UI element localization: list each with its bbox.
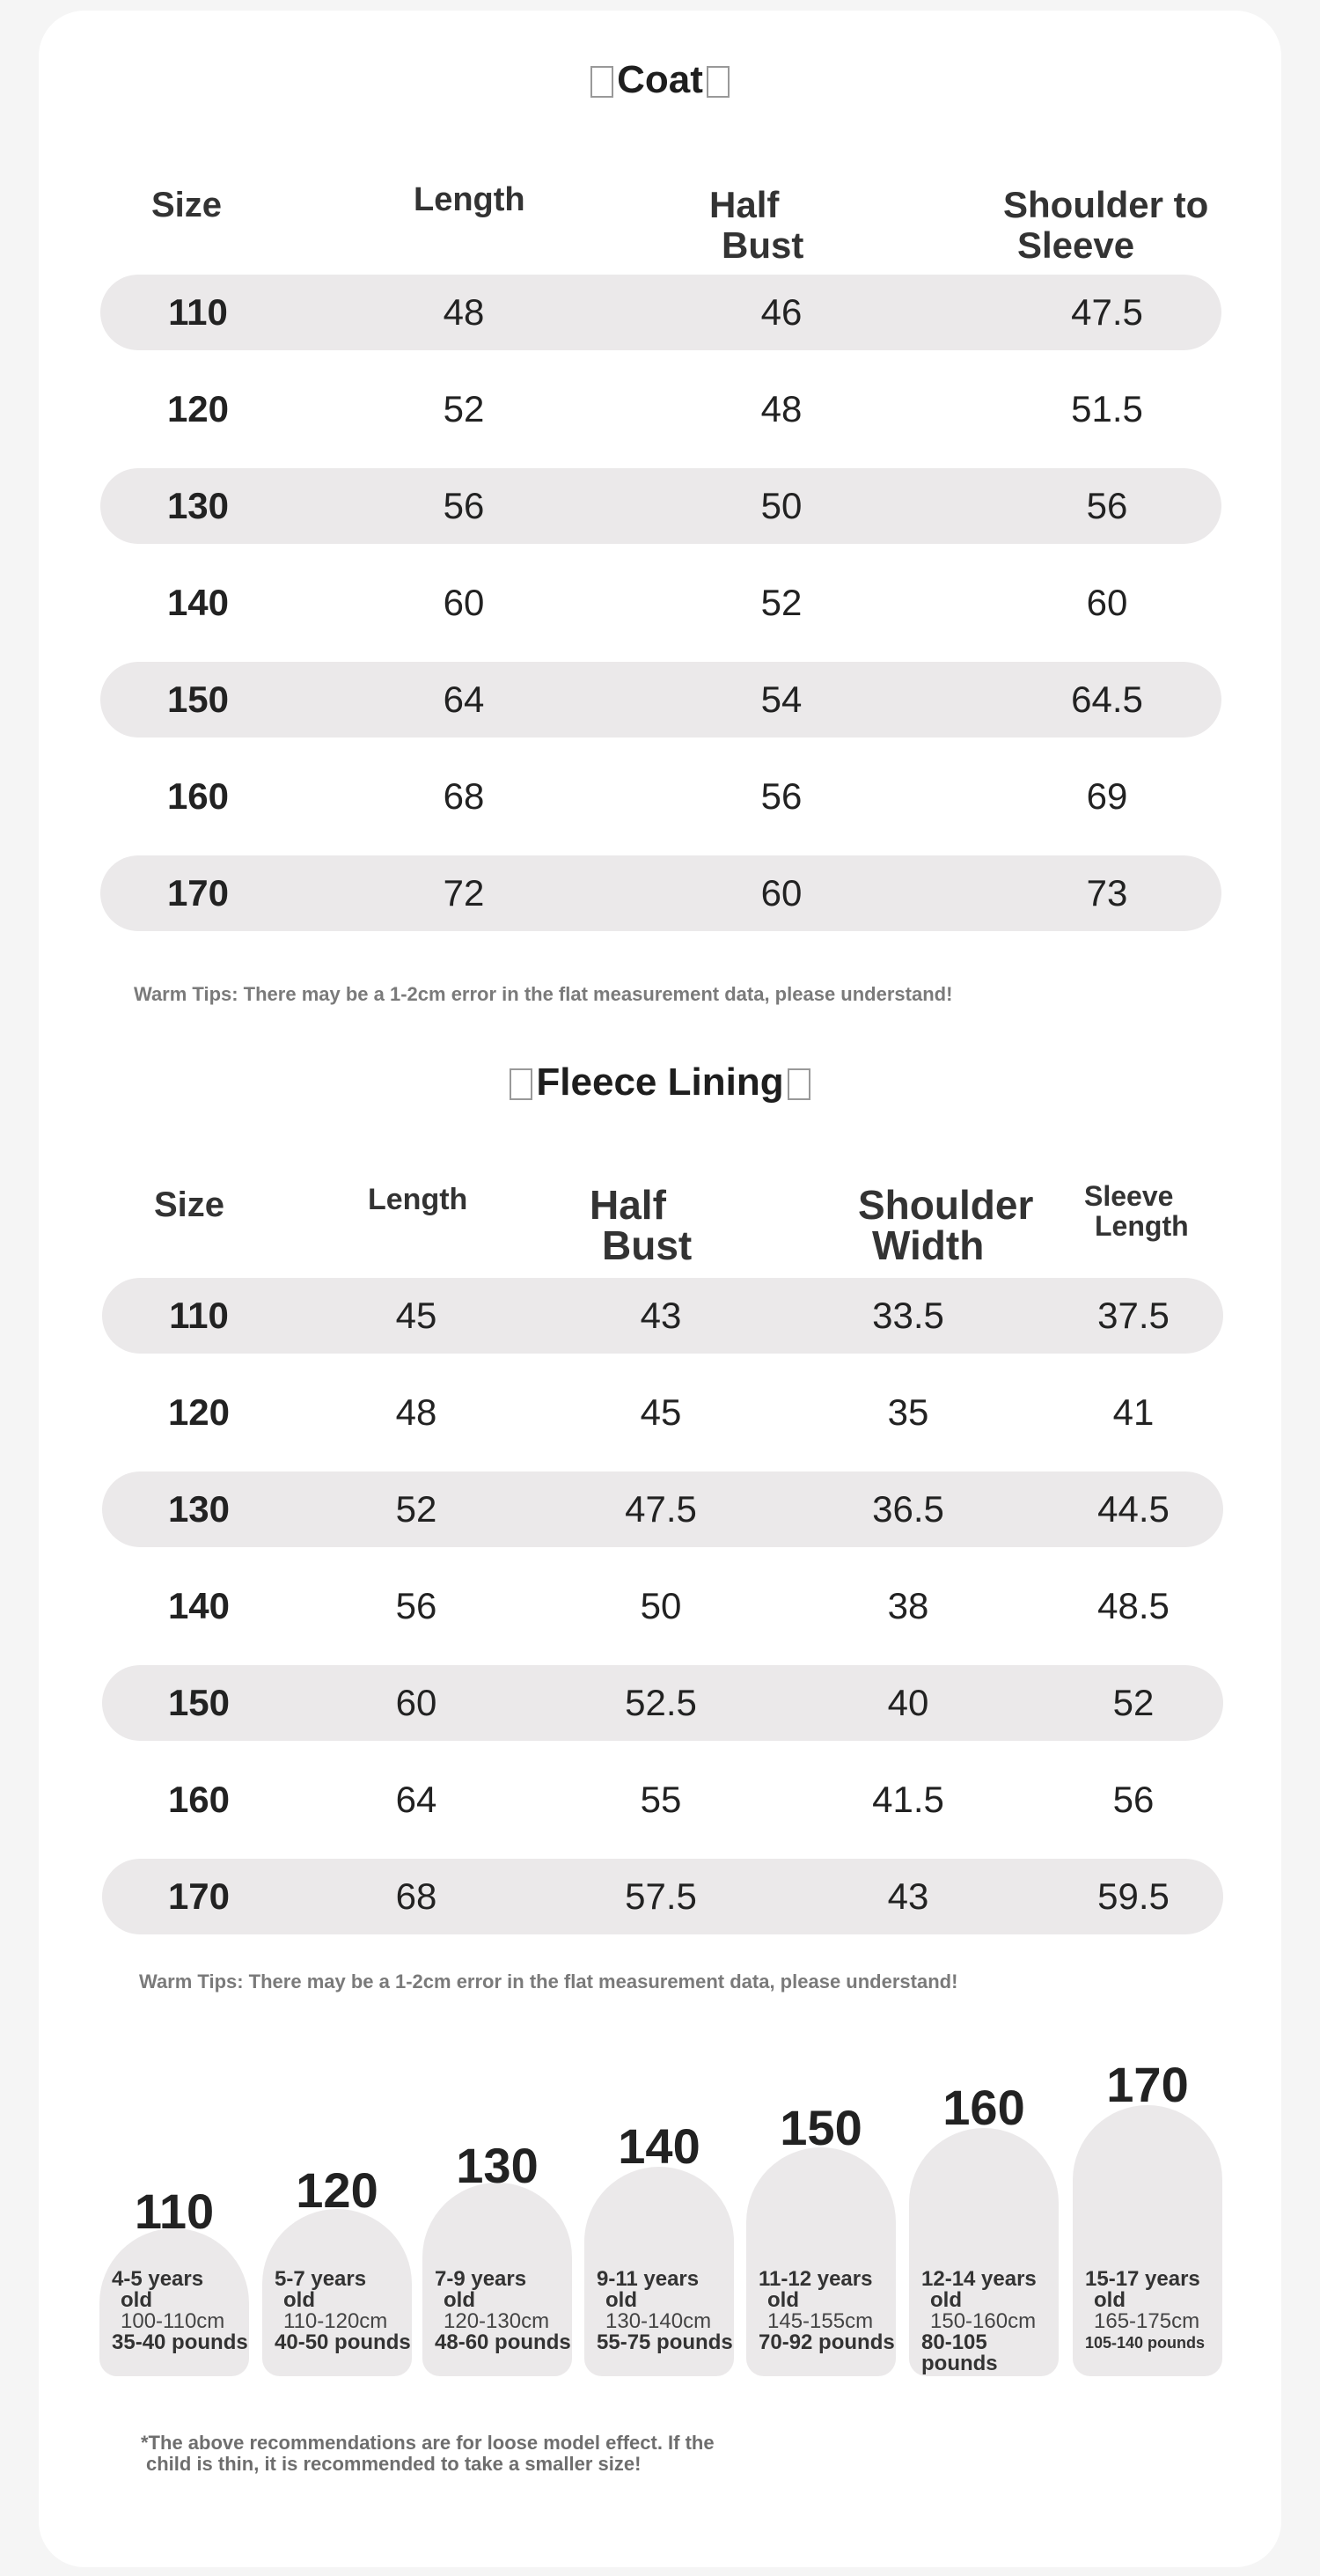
coat-cell-size: 120 (166, 388, 230, 429)
coat-cell-half_bust: 60 (760, 872, 803, 914)
weight-range: 48-60 pounds (435, 2330, 571, 2354)
fleece-cell-length: 68 (395, 1875, 437, 1917)
fleece-cell-length: 64 (395, 1779, 437, 1820)
fleece-cell-shoulder: 38 (887, 1585, 929, 1626)
fleece-cell-shoulder: 41.5 (872, 1779, 944, 1820)
weight-range: 80-105 pounds (921, 2330, 998, 2375)
coat-cell-size: 170 (166, 872, 230, 914)
fleece-header-shoulder-width: Shoulder Width (858, 1182, 1034, 1268)
weight-range: 105-140 pounds (1085, 2334, 1206, 2352)
coat-cell-half_bust: 54 (760, 679, 803, 720)
coat-warm-tips: Warm Tips: There may be a 1-2cm error in the flat measurement data, please understand! (134, 983, 953, 1005)
coat-cell-shoulder_sleeve: 73 (1086, 872, 1128, 914)
age-range-suffix: old (930, 2288, 962, 2312)
age-info (1085, 2269, 1226, 2353)
fleece-cell-shoulder: 36.5 (872, 1488, 944, 1530)
age-range-suffix: old (767, 2288, 799, 2312)
coat-header-length: Length (414, 181, 525, 218)
fleece-cell-size: 110 (169, 1295, 229, 1336)
weight-range: 70-92 pounds (759, 2330, 895, 2354)
age-range: 12-14 years (921, 2267, 1037, 2291)
coat-cell-half_bust: 46 (760, 291, 803, 333)
coat-cell-shoulder_sleeve: 60 (1086, 582, 1128, 623)
height-range: 145-155cm (767, 2309, 874, 2333)
fleece-cell-shoulder: 43 (887, 1875, 929, 1917)
coat-cell-shoulder_sleeve: 69 (1086, 775, 1128, 817)
fleece-cell-half_bust: 50 (640, 1585, 682, 1626)
coat-title: Coat (0, 58, 1320, 102)
coat-cell-shoulder_sleeve: 51.5 (1071, 388, 1143, 429)
age-info (275, 2269, 415, 2353)
coat-cell-half_bust: 52 (760, 582, 803, 623)
fleece-warm-tips: Warm Tips: There may be a 1-2cm error in the flat measurement data, please understand! (139, 1971, 958, 1993)
height-range: 110-120cm (283, 2309, 388, 2333)
fleece-cell-sleeve: 56 (1112, 1779, 1155, 1820)
fleece-cell-length: 48 (395, 1391, 437, 1433)
coat-cell-half_bust: 50 (760, 485, 803, 526)
fleece-cell-sleeve: 48.5 (1097, 1585, 1170, 1626)
fleece-cell-sleeve: 44.5 (1097, 1488, 1170, 1530)
bracket-glyph-icon (788, 1068, 810, 1100)
fleece-cell-size: 120 (167, 1391, 231, 1433)
fleece-cell-half_bust: 43 (640, 1295, 682, 1336)
fleece-cell-half_bust: 45 (640, 1391, 682, 1433)
age-size-number: 130 (456, 2138, 539, 2193)
fleece-title: Fleece Lining (0, 1060, 1320, 1105)
age-range-suffix: old (121, 2288, 152, 2312)
fleece-cell-sleeve: 37.5 (1097, 1295, 1170, 1336)
age-size-number: 140 (618, 2118, 700, 2174)
coat-cell-size: 110 (168, 291, 228, 333)
coat-header-half-bust: Half Bust (709, 184, 804, 266)
fleece-cell-length: 56 (395, 1585, 437, 1626)
age-size-number: 110 (134, 2183, 215, 2239)
age-size-number: 170 (1106, 2057, 1189, 2112)
coat-cell-length: 72 (443, 872, 485, 914)
fleece-header-sleeve-length: Sleeve Length (1084, 1180, 1189, 1242)
fleece-cell-size: 130 (167, 1488, 231, 1530)
age-info (759, 2269, 899, 2353)
fleece-header-size: Size (154, 1185, 225, 1224)
coat-cell-size: 130 (166, 485, 230, 526)
fleece-header-half-bust: Half Bust (590, 1182, 693, 1268)
height-range: 120-130cm (444, 2309, 550, 2333)
fleece-cell-length: 52 (395, 1488, 437, 1530)
weight-range: 55-75 pounds (597, 2330, 733, 2354)
weight-range: 40-50 pounds (275, 2330, 411, 2354)
age-info (112, 2269, 253, 2353)
age-range-suffix: old (605, 2288, 637, 2312)
coat-header-shoulder-to-sleeve: Shoulder to Sleeve (1003, 184, 1209, 266)
age-range: 11-12 years (759, 2267, 873, 2291)
fleece-cell-size: 170 (167, 1875, 231, 1917)
coat-cell-length: 52 (443, 388, 485, 429)
fleece-cell-size: 140 (167, 1585, 231, 1626)
fleece-cell-sleeve: 59.5 (1097, 1875, 1170, 1917)
coat-cell-length: 48 (443, 291, 485, 333)
age-range-suffix: old (444, 2288, 475, 2312)
coat-cell-size: 150 (166, 679, 230, 720)
coat-cell-length: 68 (443, 775, 485, 817)
fleece-cell-length: 60 (395, 1682, 437, 1723)
coat-cell-length: 60 (443, 582, 485, 623)
fleece-cell-length: 45 (395, 1295, 437, 1336)
fleece-cell-sleeve: 52 (1112, 1682, 1155, 1723)
fleece-cell-half_bust: 57.5 (625, 1875, 697, 1917)
age-range-suffix: old (1094, 2288, 1126, 2312)
age-info (597, 2269, 737, 2353)
coat-cell-half_bust: 48 (760, 388, 803, 429)
height-range: 100-110cm (121, 2309, 225, 2333)
height-range: 150-160cm (930, 2309, 1037, 2333)
coat-cell-length: 64 (443, 679, 485, 720)
age-size-number: 120 (296, 2162, 378, 2218)
age-info (921, 2269, 1062, 2374)
coat-cell-size: 140 (166, 582, 230, 623)
fleece-cell-half_bust: 52.5 (625, 1682, 697, 1723)
bracket-glyph-icon (707, 66, 730, 98)
age-range: 7-9 years (435, 2267, 527, 2291)
coat-cell-shoulder_sleeve: 64.5 (1071, 679, 1143, 720)
fleece-cell-size: 150 (167, 1682, 231, 1723)
height-range: 130-140cm (605, 2309, 712, 2333)
fleece-cell-sleeve: 41 (1112, 1391, 1155, 1433)
fleece-cell-half_bust: 47.5 (625, 1488, 697, 1530)
coat-header-size: Size (151, 186, 223, 224)
weight-range: 35-40 pounds (112, 2330, 248, 2354)
coat-cell-length: 56 (443, 485, 485, 526)
fleece-cell-shoulder: 40 (887, 1682, 929, 1723)
bracket-glyph-icon (510, 1068, 532, 1100)
sizing-note: *The above recommendations are for loose model effect. If the child is thin, it is recommended to take a smaller size! (141, 2432, 715, 2475)
fleece-cell-size: 160 (167, 1779, 231, 1820)
height-range: 165-175cm (1094, 2309, 1200, 2333)
coat-cell-shoulder_sleeve: 56 (1086, 485, 1128, 526)
coat-cell-size: 160 (166, 775, 230, 817)
coat-cell-half_bust: 56 (760, 775, 803, 817)
age-range: 4-5 years (112, 2267, 204, 2291)
age-size-number: 150 (780, 2100, 862, 2155)
coat-cell-shoulder_sleeve: 47.5 (1071, 291, 1143, 333)
fleece-cell-shoulder: 35 (887, 1391, 929, 1433)
fleece-header-length: Length (368, 1183, 468, 1216)
age-size-number: 160 (942, 2080, 1025, 2135)
age-range-suffix: old (283, 2288, 315, 2312)
age-info (435, 2269, 576, 2353)
fleece-cell-shoulder: 33.5 (872, 1295, 944, 1336)
age-range: 15-17 years (1085, 2267, 1200, 2291)
bracket-glyph-icon (590, 66, 613, 98)
fleece-cell-half_bust: 55 (640, 1779, 682, 1820)
age-range: 9-11 years (597, 2267, 700, 2291)
age-range: 5-7 years (275, 2267, 367, 2291)
